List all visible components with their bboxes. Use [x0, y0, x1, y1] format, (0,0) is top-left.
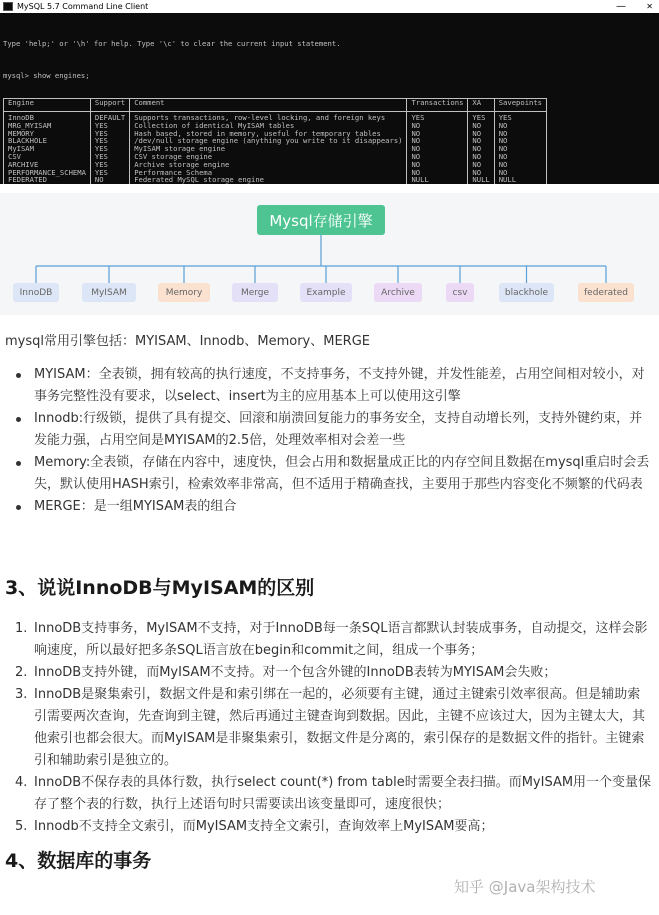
table-cell: NO [494, 169, 546, 177]
engine-node-innodb: InnoDB [13, 283, 59, 302]
table-cell: MyISAM storage engine [130, 145, 407, 153]
table-cell: NULL [407, 176, 468, 184]
table-cell: /dev/null storage engine (anything you write to it disappears) [130, 137, 407, 145]
section-4-heading: 4、数据库的事务 [5, 850, 152, 872]
table-cell: PERFORMANCE_SCHEMA [4, 169, 91, 177]
table-row [4, 145, 547, 153]
storage-engine-diagram [0, 193, 659, 315]
column-header: Engine [4, 99, 91, 112]
table-cell: NO [468, 137, 494, 145]
table-cell: FEDERATED [4, 176, 91, 184]
table-cell: MRG_MYISAM [4, 122, 91, 130]
table-header-row [4, 99, 547, 112]
table-cell: CSV storage engine [130, 153, 407, 161]
table-cell: NO [407, 169, 468, 177]
bullet-dot [16, 461, 21, 466]
table-cell: NULL [468, 176, 494, 184]
list-item-text: Innodb:行级锁，提供了具有提交、回滚和崩溃回复能力的事务安全，支持自动增长列，支持外键约束，并发能力强，占用空间是MYISAM的2.5倍，处理效率相对会差一些 [34, 411, 643, 448]
list-item-number: 1. [15, 621, 28, 636]
table-cell: NO [468, 122, 494, 130]
window-titlebar [0, 0, 659, 13]
table-cell: MEMORY [4, 130, 91, 138]
bullet-dot [16, 417, 21, 422]
list-item [0, 772, 659, 816]
column-header: XA [468, 99, 494, 112]
table-cell: YES [407, 112, 468, 122]
table-cell: CSV [4, 153, 91, 161]
list-item-number: 4. [15, 775, 28, 790]
table-cell: YES [494, 112, 546, 122]
table-cell: NO [468, 145, 494, 153]
table-cell: NO [494, 130, 546, 138]
table-row [4, 137, 547, 145]
differences-list [0, 618, 659, 838]
engine-node-federated: federated [578, 283, 634, 302]
engine-node-memory: Memory [158, 283, 210, 302]
engine-node-merge: Merge [232, 283, 278, 302]
list-item [0, 452, 659, 496]
table-row [4, 153, 547, 161]
list-item-number: 2. [15, 665, 28, 680]
list-item [0, 496, 659, 518]
table-cell: YES [90, 145, 129, 153]
table-cell: Archive storage engine [130, 161, 407, 169]
zhihu-watermark: 知乎 @Java架构技术 [454, 878, 596, 896]
intro-paragraph: mysql常用引擎包括：MYISAM、Innodb、Memory、MERGE [5, 334, 370, 349]
table-cell: YES [90, 161, 129, 169]
help-line: Type 'help;' or '\h' for help. Type '\c' to clear the current input statement. [3, 39, 341, 48]
list-item [0, 662, 659, 684]
table-cell: YES [90, 130, 129, 138]
list-item-text: InnoDB是聚集索引，数据文件是和索引绑在一起的，必须要有主键，通过主键索引效率很高。但是辅助索引需要两次查询，先查询到主键，然后再通过主键查询到数据。因此，主键不应该过大，因为主键太大，其他索引也都会很大。而MyISAM是非聚集索引，数据文件是分离的，索引保存的是数据文件的指针。主键索引和辅助索引是独立的。 [34, 687, 646, 768]
engine-bullet-list [0, 364, 659, 518]
list-item-text: MYISAM：全表锁，拥有较高的执行速度，不支持事务，不支持外键，并发性能差，占用空间相对较小，对事务完整性没有要求，以select、insert为主的应用基本上可以使用这引擎 [34, 367, 645, 404]
list-item-text: Innodb不支持全文索引，而MyISAM支持全文索引，查询效率上MyISAM要高； [34, 819, 494, 834]
section-3-heading: 3、说说InnoDB与MyISAM的区别 [5, 577, 315, 599]
table-cell: Collection of identical MyISAM tables [130, 122, 407, 130]
table-cell: NO [407, 130, 468, 138]
table-cell: NO [407, 161, 468, 169]
table-cell: NO [468, 161, 494, 169]
table-cell: MyISAM [4, 145, 91, 153]
table-cell: NO [407, 145, 468, 153]
table-cell: YES [90, 153, 129, 161]
table-cell: NO [407, 153, 468, 161]
table-cell: NO [407, 137, 468, 145]
table-cell: DEFAULT [90, 112, 129, 122]
engines-table [3, 98, 547, 184]
list-item [0, 618, 659, 662]
table-cell: NO [494, 153, 546, 161]
minimize-button[interactable]: — [616, 1, 626, 12]
table-cell: YES [90, 137, 129, 145]
table-cell: Hash based, stored in memory, useful for temporary tables [130, 130, 407, 138]
table-cell: NO [468, 169, 494, 177]
table-cell: ARCHIVE [4, 161, 91, 169]
window-title: MySQL 5.7 Command Line Client [17, 2, 149, 11]
list-item-text: Memory:全表锁，存储在内容中，速度快，但会占用和数据量成正比的内存空间且数据在mysql重启时会丢失，默认使用HASH索引，检索效率非常高，但不适用于精确查找，主要用于那些内容变化不频繁的代码表 [34, 455, 650, 492]
list-item-number: 3. [15, 687, 28, 702]
table-cell: Performance Schema [130, 169, 407, 177]
table-cell: Federated MySQL storage engine [130, 176, 407, 184]
table-cell: InnoDB [4, 112, 91, 122]
table-cell: NO [90, 176, 129, 184]
table-cell: YES [90, 169, 129, 177]
list-item [0, 816, 659, 838]
column-header: Comment [130, 99, 407, 112]
column-header: Savepoints [494, 99, 546, 112]
engine-node-blackhole: blackhole [499, 283, 554, 302]
table-cell: YES [90, 122, 129, 130]
list-item [0, 684, 659, 772]
table-cell: BLACKHOLE [4, 137, 91, 145]
column-header: Transactions [407, 99, 468, 112]
terminal-output[interactable] [0, 13, 659, 184]
list-item [0, 408, 659, 452]
bullet-dot [16, 505, 21, 510]
close-button[interactable]: ✕ [646, 2, 653, 11]
table-cell: NO [494, 145, 546, 153]
table-cell: NO [494, 122, 546, 130]
table-cell: YES [468, 112, 494, 122]
table-cell: NO [407, 122, 468, 130]
engine-node-example: Example [300, 283, 352, 302]
table-cell: NULL [494, 176, 546, 184]
mysql-console-window [0, 0, 659, 184]
table-cell: Supports transactions, row-level locking, and foreign keys [130, 112, 407, 122]
table-body [4, 112, 547, 185]
console-app-icon [3, 2, 13, 11]
list-item-text: InnoDB支持事务，MyISAM不支持，对于InnoDB每一条SQL语言都默认封装成事务，自动提交，这样会影响速度，所以最好把多条SQL语言放在begin和commit之间，组成一个事务； [34, 621, 648, 658]
table-row [4, 176, 547, 184]
table-row [4, 169, 547, 177]
diagram-root-node: Mysql存储引擎 [257, 205, 385, 235]
column-header: Support [90, 99, 129, 112]
bullet-dot [16, 373, 21, 378]
list-item-text: InnoDB不保存表的具体行数，执行select count(*) from table时需要全表扫描。而MyISAM用一个变量保存了整个表的行数，执行上述语句时只需要读出该变量即可，速度很快； [34, 775, 652, 812]
command-line: mysql> show engines; [3, 71, 90, 80]
table-cell: NO [468, 153, 494, 161]
list-item [0, 364, 659, 408]
list-item-text: MERGE：是一组MYISAM表的组合 [34, 499, 237, 514]
engine-node-archive: Archive [374, 283, 422, 302]
table-cell: NO [494, 161, 546, 169]
engine-node-myisam: MyISAM [82, 283, 136, 302]
table-cell: NO [468, 130, 494, 138]
list-item-number: 5. [15, 819, 28, 834]
list-item-text: InnoDB支持外键，而MyISAM不支持。对一个包含外键的InnoDB表转为MYISAM会失败； [34, 665, 557, 680]
table-cell: NO [494, 137, 546, 145]
engine-node-csv: csv [446, 283, 474, 302]
